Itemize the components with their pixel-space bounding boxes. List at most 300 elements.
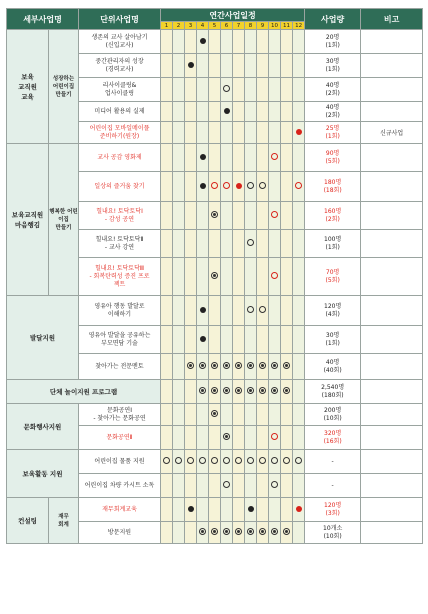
month-header-9: 9 <box>257 22 269 30</box>
volume-cell: 120명 (4회) <box>305 296 361 326</box>
schedule-cell-month-7 <box>233 30 245 54</box>
table-row <box>7 498 423 522</box>
schedule-cell-month-12 <box>293 474 305 498</box>
schedule-mark-icon <box>163 457 170 464</box>
schedule-mark-icon <box>200 38 206 44</box>
task-name: 생존의 교사 살아남기 (신입교사) <box>79 30 161 54</box>
note-cell <box>361 230 423 258</box>
schedule-cell-month-10 <box>269 102 281 122</box>
task-name: 문화공연Ⅰ - 찾아가는 문화공연 <box>79 404 161 426</box>
schedule-cell-month-4 <box>197 122 209 144</box>
schedule-mark-icon <box>235 362 242 369</box>
schedule-cell-month-10 <box>269 144 281 172</box>
schedule-cell-month-12 <box>293 326 305 354</box>
schedule-cell-month-12 <box>293 450 305 474</box>
volume-cell: 90명 (5회) <box>305 144 361 172</box>
schedule-cell-month-9 <box>257 296 269 326</box>
task-name: 어린이집 차량 카시트 소독 <box>79 474 161 498</box>
schedule-cell-month-5 <box>209 258 221 296</box>
schedule-cell-month-7 <box>233 102 245 122</box>
task-name: 영유아 발달을 공유하는 부모면담 기술 <box>79 326 161 354</box>
task-name: 영유아 행동 발달로 이해하기 <box>79 296 161 326</box>
schedule-cell-month-2 <box>173 78 185 102</box>
schedule-mark-icon <box>199 528 206 535</box>
schedule-cell-month-5 <box>209 474 221 498</box>
month-header-5: 5 <box>209 22 221 30</box>
schedule-cell-month-6 <box>221 326 233 354</box>
volume-cell: 30명 (1회) <box>305 54 361 78</box>
schedule-cell-month-11 <box>281 426 293 450</box>
schedule-cell-month-1 <box>161 230 173 258</box>
schedule-cell-month-9 <box>257 522 269 544</box>
schedule-mark-icon <box>188 506 194 512</box>
task-name: 어린이집 모바일메이플 준비하기(원장) <box>79 122 161 144</box>
schedule-cell-month-12 <box>293 296 305 326</box>
schedule-cell-month-5 <box>209 172 221 202</box>
schedule-cell-month-9 <box>257 230 269 258</box>
schedule-cell-month-3 <box>185 326 197 354</box>
schedule-cell-month-8 <box>245 296 257 326</box>
header-note: 비고 <box>361 9 423 30</box>
schedule-cell-month-7 <box>233 474 245 498</box>
volume-cell: 20명 (1회) <box>305 30 361 54</box>
schedule-cell-month-12 <box>293 404 305 426</box>
schedule-cell-month-6 <box>221 144 233 172</box>
schedule-mark-icon <box>283 457 290 464</box>
table-row <box>7 30 423 54</box>
schedule-cell-month-5 <box>209 326 221 354</box>
note-cell <box>361 522 423 544</box>
schedule-cell-month-8 <box>245 380 257 404</box>
schedule-cell-month-9 <box>257 474 269 498</box>
schedule-cell-month-6 <box>221 380 233 404</box>
schedule-cell-month-6 <box>221 122 233 144</box>
volume-cell: 25명 (1회) <box>305 122 361 144</box>
schedule-cell-month-9 <box>257 258 269 296</box>
schedule-cell-month-10 <box>269 202 281 230</box>
schedule-cell-month-2 <box>173 404 185 426</box>
schedule-cell-month-3 <box>185 354 197 380</box>
schedule-cell-month-11 <box>281 54 293 78</box>
schedule-cell-month-5 <box>209 30 221 54</box>
note-cell <box>361 450 423 474</box>
schedule-cell-month-2 <box>173 450 185 474</box>
schedule-cell-month-3 <box>185 102 197 122</box>
schedule-cell-month-7 <box>233 202 245 230</box>
schedule-cell-month-9 <box>257 426 269 450</box>
schedule-mark-icon <box>211 182 218 189</box>
schedule-cell-month-4 <box>197 202 209 230</box>
schedule-cell-month-2 <box>173 326 185 354</box>
note-cell <box>361 474 423 498</box>
schedule-cell-month-3 <box>185 54 197 78</box>
task-name: 미디어 활용의 실제 <box>79 102 161 122</box>
schedule-cell-month-11 <box>281 172 293 202</box>
schedule-cell-month-1 <box>161 30 173 54</box>
volume-cell: 180명 (18회) <box>305 172 361 202</box>
schedule-cell-month-1 <box>161 380 173 404</box>
schedule-cell-month-8 <box>245 450 257 474</box>
schedule-cell-month-3 <box>185 30 197 54</box>
schedule-cell-month-8 <box>245 144 257 172</box>
task-name: 리사이클링& 업사이클링 <box>79 78 161 102</box>
schedule-cell-month-8 <box>245 326 257 354</box>
schedule-cell-month-9 <box>257 354 269 380</box>
schedule-cell-month-10 <box>269 258 281 296</box>
schedule-mark-icon <box>199 362 206 369</box>
schedule-cell-month-7 <box>233 54 245 78</box>
schedule-cell-month-11 <box>281 498 293 522</box>
schedule-cell-month-10 <box>269 30 281 54</box>
schedule-cell-month-9 <box>257 404 269 426</box>
schedule-mark-icon <box>223 85 230 92</box>
schedule-cell-month-11 <box>281 296 293 326</box>
schedule-cell-month-11 <box>281 144 293 172</box>
schedule-mark-icon <box>175 457 182 464</box>
schedule-cell-month-4 <box>197 498 209 522</box>
schedule-cell-month-11 <box>281 474 293 498</box>
task-name: 교사 공감 영화제 <box>79 144 161 172</box>
schedule-cell-month-7 <box>233 172 245 202</box>
schedule-mark-icon <box>259 362 266 369</box>
task-name: 방문지원 <box>79 522 161 544</box>
schedule-mark-icon <box>211 211 218 218</box>
schedule-cell-month-4 <box>197 404 209 426</box>
schedule-cell-month-3 <box>185 258 197 296</box>
schedule-cell-month-4 <box>197 30 209 54</box>
schedule-mark-icon <box>295 182 302 189</box>
annual-plan-table <box>6 8 423 544</box>
schedule-mark-icon <box>247 387 254 394</box>
schedule-mark-icon <box>271 211 278 218</box>
schedule-mark-icon <box>211 272 218 279</box>
schedule-cell-month-12 <box>293 498 305 522</box>
schedule-mark-icon <box>271 433 278 440</box>
schedule-mark-icon <box>271 153 278 160</box>
schedule-cell-month-10 <box>269 122 281 144</box>
schedule-cell-month-1 <box>161 258 173 296</box>
schedule-cell-month-6 <box>221 230 233 258</box>
category-g1: 보육 교직원 교육 <box>7 30 49 144</box>
schedule-cell-month-7 <box>233 326 245 354</box>
note-cell <box>361 354 423 380</box>
schedule-cell-month-2 <box>173 354 185 380</box>
schedule-mark-icon <box>187 362 194 369</box>
schedule-cell-month-10 <box>269 498 281 522</box>
schedule-cell-month-11 <box>281 122 293 144</box>
schedule-cell-month-11 <box>281 404 293 426</box>
schedule-cell-month-10 <box>269 426 281 450</box>
schedule-cell-month-3 <box>185 144 197 172</box>
schedule-cell-month-10 <box>269 474 281 498</box>
schedule-cell-month-8 <box>245 78 257 102</box>
schedule-cell-month-3 <box>185 122 197 144</box>
note-cell <box>361 296 423 326</box>
schedule-cell-month-2 <box>173 296 185 326</box>
schedule-mark-icon <box>295 457 302 464</box>
schedule-cell-month-1 <box>161 172 173 202</box>
volume-cell: 2,540명 (180회) <box>305 380 361 404</box>
schedule-mark-icon <box>223 528 230 535</box>
schedule-cell-month-1 <box>161 296 173 326</box>
schedule-mark-icon <box>271 362 278 369</box>
schedule-cell-month-4 <box>197 78 209 102</box>
schedule-cell-month-10 <box>269 380 281 404</box>
schedule-cell-month-10 <box>269 450 281 474</box>
schedule-mark-icon <box>211 387 218 394</box>
schedule-cell-month-4 <box>197 326 209 354</box>
table-row <box>7 144 423 172</box>
schedule-cell-month-7 <box>233 522 245 544</box>
schedule-cell-month-6 <box>221 258 233 296</box>
schedule-mark-icon <box>283 387 290 394</box>
volume-cell: 160명 (2회) <box>305 202 361 230</box>
schedule-cell-month-3 <box>185 202 197 230</box>
schedule-cell-month-3 <box>185 450 197 474</box>
schedule-cell-month-5 <box>209 78 221 102</box>
schedule-cell-month-4 <box>197 102 209 122</box>
schedule-cell-month-9 <box>257 144 269 172</box>
note-cell <box>361 426 423 450</box>
schedule-cell-month-4 <box>197 426 209 450</box>
note-cell <box>361 326 423 354</box>
schedule-cell-month-11 <box>281 354 293 380</box>
schedule-mark-icon <box>188 62 194 68</box>
schedule-cell-month-12 <box>293 30 305 54</box>
schedule-cell-month-12 <box>293 172 305 202</box>
schedule-mark-icon <box>271 528 278 535</box>
task-name: 찾아가는 전문멘토 <box>79 354 161 380</box>
schedule-cell-month-3 <box>185 78 197 102</box>
schedule-cell-month-3 <box>185 380 197 404</box>
schedule-cell-month-7 <box>233 122 245 144</box>
category-g4: 단체 놀이지원 프로그램 <box>7 380 161 404</box>
subcategory-g7: 재무 회계 <box>49 498 79 544</box>
note-cell <box>361 404 423 426</box>
schedule-mark-icon <box>200 307 206 313</box>
schedule-cell-month-4 <box>197 522 209 544</box>
schedule-mark-icon <box>271 457 278 464</box>
schedule-cell-month-6 <box>221 54 233 78</box>
schedule-cell-month-10 <box>269 230 281 258</box>
schedule-cell-month-4 <box>197 258 209 296</box>
schedule-cell-month-1 <box>161 426 173 450</box>
note-cell <box>361 258 423 296</box>
schedule-mark-icon <box>211 410 218 417</box>
schedule-mark-icon <box>200 154 206 160</box>
schedule-cell-month-8 <box>245 404 257 426</box>
note-cell <box>361 30 423 54</box>
schedule-cell-month-6 <box>221 474 233 498</box>
schedule-cell-month-7 <box>233 78 245 102</box>
schedule-mark-icon <box>211 362 218 369</box>
schedule-cell-month-3 <box>185 426 197 450</box>
schedule-cell-month-9 <box>257 326 269 354</box>
note-cell <box>361 54 423 78</box>
schedule-cell-month-1 <box>161 102 173 122</box>
schedule-cell-month-6 <box>221 78 233 102</box>
schedule-cell-month-6 <box>221 498 233 522</box>
schedule-mark-icon <box>259 528 266 535</box>
schedule-cell-month-7 <box>233 498 245 522</box>
schedule-cell-month-9 <box>257 202 269 230</box>
schedule-cell-month-8 <box>245 54 257 78</box>
schedule-cell-month-5 <box>209 296 221 326</box>
schedule-cell-month-1 <box>161 404 173 426</box>
schedule-mark-icon <box>247 182 254 189</box>
task-name: 힐내요! 토닥토닥Ⅰ - 감성 공연 <box>79 202 161 230</box>
schedule-mark-icon <box>271 387 278 394</box>
month-header-4: 4 <box>197 22 209 30</box>
volume-cell: 30명 (1회) <box>305 326 361 354</box>
category-g3: 발달지원 <box>7 296 79 380</box>
schedule-cell-month-4 <box>197 172 209 202</box>
schedule-mark-icon <box>236 183 242 189</box>
schedule-cell-month-3 <box>185 522 197 544</box>
task-name: 일상의 즐거움 찾기 <box>79 172 161 202</box>
schedule-cell-month-8 <box>245 30 257 54</box>
month-header-6: 6 <box>221 22 233 30</box>
schedule-cell-month-1 <box>161 522 173 544</box>
schedule-cell-month-2 <box>173 202 185 230</box>
schedule-cell-month-6 <box>221 172 233 202</box>
schedule-cell-month-6 <box>221 202 233 230</box>
note-cell <box>361 172 423 202</box>
header-task: 단위사업명 <box>79 9 161 30</box>
schedule-cell-month-9 <box>257 498 269 522</box>
schedule-cell-month-5 <box>209 354 221 380</box>
table-row <box>7 404 423 426</box>
schedule-cell-month-10 <box>269 78 281 102</box>
month-header-11: 11 <box>281 22 293 30</box>
schedule-cell-month-2 <box>173 54 185 78</box>
schedule-mark-icon <box>259 182 266 189</box>
schedule-cell-month-6 <box>221 426 233 450</box>
task-name: 힐내요! 토닥토닥Ⅱ - 교사 강연 <box>79 230 161 258</box>
schedule-cell-month-12 <box>293 426 305 450</box>
schedule-cell-month-8 <box>245 122 257 144</box>
schedule-mark-icon <box>248 506 254 512</box>
schedule-cell-month-11 <box>281 326 293 354</box>
task-name: 문화공연Ⅱ <box>79 426 161 450</box>
schedule-cell-month-2 <box>173 122 185 144</box>
schedule-cell-month-1 <box>161 498 173 522</box>
schedule-cell-month-5 <box>209 380 221 404</box>
schedule-cell-month-2 <box>173 474 185 498</box>
schedule-cell-month-8 <box>245 354 257 380</box>
volume-cell: 120명 (3회) <box>305 498 361 522</box>
task-name: 중간관리자의 성장 (경력교사) <box>79 54 161 78</box>
volume-cell: - <box>305 474 361 498</box>
schedule-cell-month-12 <box>293 144 305 172</box>
header-volume: 사업량 <box>305 9 361 30</box>
category-g6: 보육활동 지원 <box>7 450 79 498</box>
schedule-mark-icon <box>259 387 266 394</box>
schedule-cell-month-8 <box>245 230 257 258</box>
schedule-mark-icon <box>235 387 242 394</box>
volume-cell: 70명 (5회) <box>305 258 361 296</box>
table-row <box>7 296 423 326</box>
schedule-cell-month-7 <box>233 450 245 474</box>
schedule-cell-month-10 <box>269 326 281 354</box>
schedule-cell-month-5 <box>209 404 221 426</box>
schedule-cell-month-10 <box>269 54 281 78</box>
volume-cell: 40명 (2회) <box>305 78 361 102</box>
schedule-cell-month-6 <box>221 404 233 426</box>
schedule-cell-month-5 <box>209 426 221 450</box>
schedule-mark-icon <box>223 481 230 488</box>
schedule-cell-month-4 <box>197 450 209 474</box>
schedule-cell-month-5 <box>209 450 221 474</box>
schedule-cell-month-11 <box>281 78 293 102</box>
schedule-cell-month-6 <box>221 30 233 54</box>
schedule-cell-month-10 <box>269 172 281 202</box>
schedule-cell-month-1 <box>161 54 173 78</box>
schedule-cell-month-12 <box>293 122 305 144</box>
schedule-cell-month-10 <box>269 354 281 380</box>
note-cell: 신규사업 <box>361 122 423 144</box>
header-category: 세부사업명 <box>7 9 79 30</box>
schedule-cell-month-1 <box>161 474 173 498</box>
schedule-cell-month-4 <box>197 474 209 498</box>
schedule-cell-month-5 <box>209 522 221 544</box>
schedule-cell-month-6 <box>221 102 233 122</box>
schedule-cell-month-7 <box>233 296 245 326</box>
schedule-cell-month-8 <box>245 258 257 296</box>
schedule-cell-month-6 <box>221 450 233 474</box>
schedule-cell-month-7 <box>233 380 245 404</box>
schedule-mark-icon <box>211 457 218 464</box>
schedule-cell-month-5 <box>209 144 221 172</box>
schedule-cell-month-9 <box>257 380 269 404</box>
schedule-cell-month-2 <box>173 30 185 54</box>
schedule-cell-month-2 <box>173 102 185 122</box>
schedule-cell-month-12 <box>293 522 305 544</box>
month-header-7: 7 <box>233 22 245 30</box>
note-cell <box>361 102 423 122</box>
category-g2: 보육교직원 마음행김 <box>7 144 49 296</box>
schedule-cell-month-12 <box>293 230 305 258</box>
schedule-mark-icon <box>223 457 230 464</box>
schedule-cell-month-11 <box>281 30 293 54</box>
table-row <box>7 450 423 474</box>
schedule-cell-month-5 <box>209 498 221 522</box>
schedule-cell-month-9 <box>257 122 269 144</box>
schedule-cell-month-2 <box>173 522 185 544</box>
schedule-cell-month-5 <box>209 54 221 78</box>
schedule-cell-month-11 <box>281 522 293 544</box>
schedule-cell-month-5 <box>209 202 221 230</box>
task-name: 재무회계교육 <box>79 498 161 522</box>
schedule-mark-icon <box>283 362 290 369</box>
schedule-cell-month-3 <box>185 404 197 426</box>
schedule-cell-month-11 <box>281 102 293 122</box>
schedule-cell-month-3 <box>185 474 197 498</box>
schedule-mark-icon <box>223 362 230 369</box>
month-header-12: 12 <box>293 22 305 30</box>
subcategory-g2: 행복한 어린이집 만들기 <box>49 144 79 296</box>
table-row <box>7 380 423 404</box>
schedule-cell-month-9 <box>257 30 269 54</box>
schedule-cell-month-12 <box>293 258 305 296</box>
schedule-mark-icon <box>223 433 230 440</box>
month-header-2: 2 <box>173 22 185 30</box>
schedule-cell-month-3 <box>185 230 197 258</box>
schedule-cell-month-1 <box>161 354 173 380</box>
schedule-cell-month-11 <box>281 258 293 296</box>
schedule-cell-month-2 <box>173 258 185 296</box>
schedule-mark-icon <box>259 306 266 313</box>
